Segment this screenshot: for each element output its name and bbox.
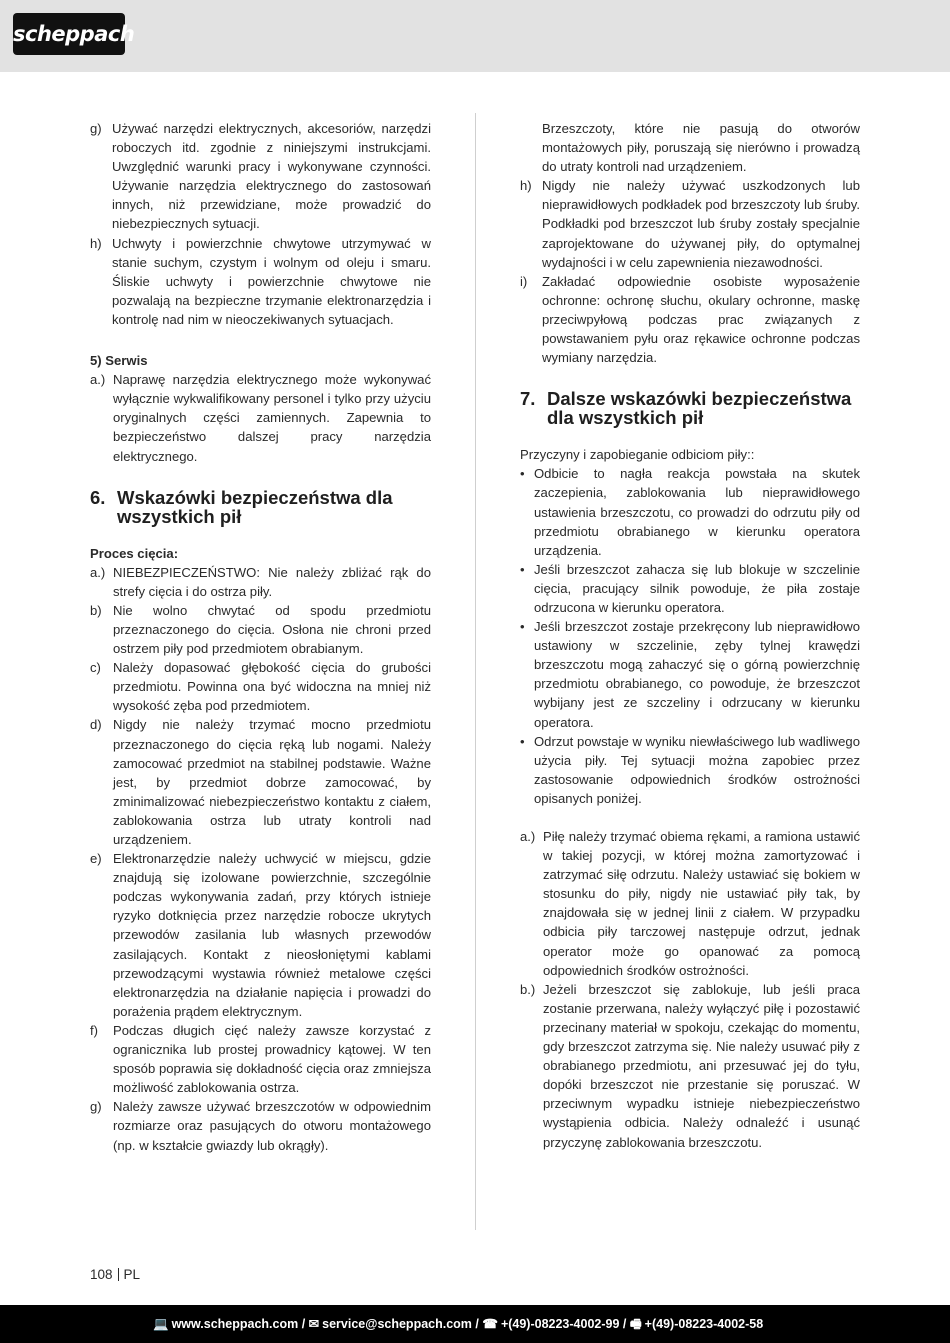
section-number: 7. <box>520 388 536 410</box>
contact-footer <box>0 1305 950 1343</box>
item-marker: h) <box>90 235 102 251</box>
list-item-g <box>90 119 431 234</box>
item-text: Używać narzędzi elektrycznych, akcesoriów, narzędzi roboczych itd. zgodnie z niniejszymi instrukcjami. Uwzględnić warunki pracy i wykonywane czynności. Używanie narzędzia elektrycznego do zastosowań innych, niż przewidziane, może prowadzić do niebezpiecznych sytuacji. <box>112 121 431 232</box>
item-text: Uchwyty i powierzchnie chwytowe utrzymywać w stanie suchym, czystym i wolnym od oleju i smaru. Śliskie uchwyty i powierzchnie chwytowe nie pozwalają na bezpieczne trzymanie elektronarzędzia i kontrolę nad nim w nieoczekiwanych sytuacjach. <box>112 235 431 327</box>
section-title: Dalsze wskazówki bezpieczeństwa dla wszystkich pił <box>547 388 852 429</box>
fax-icon: 🖷 <box>629 1317 642 1331</box>
item-text: Nigdy nie należy trzymać mocno przedmiotu przeznaczonego do cięcia ręką lub nogami. Należy zamocować przedmiot na stabilnej podstawie. Ważne jest, by przedmiot dobrze zamocować, by zminimalizować niebezpieczeństwo kontaktu z ciałem, zablokowania ostrza lub utraty kontroli nad urządzeniem. <box>113 717 431 847</box>
right-column <box>520 119 860 1152</box>
bullet-text: Jeśli brzeszczot zostaje przekręcony lub nieprawidłowo ustawiony w szczelinie, zęby tylnej krawędzi brzeszczotu mogą zahaczyć się o górną powierzchnię przedmiotu obrabianego, co powoduje, że brzeszczot wybijany jest ze szczeliny i odrzucany w kierunku operatora. <box>534 619 860 730</box>
bullet-marker: • <box>520 733 525 749</box>
list-item <box>90 1021 431 1097</box>
website-link[interactable]: www.scheppach.com / <box>171 1317 306 1331</box>
bullet-text: Odbicie to nagła reakcja powstała na skutek zaczepienia, zablokowania lub nieprawidłowego ustawienia brzeszczotu, co prowadzi do odrzutu piły od przedmiotu obrabianego w kierunku operatora urządzenia. <box>534 466 860 558</box>
bullet-marker: • <box>520 561 525 577</box>
item-text: Podczas długich cięć należy zawsze korzystać z ogranicznika lub prostej prowadnicy kątowej. W ten sposób poprawia się dokładność cięcia oraz zmniejsza możliwość zablokowania ostrza. <box>113 1022 431 1096</box>
item-marker: c) <box>90 660 101 676</box>
scheppach-logo: scheppach <box>13 13 125 55</box>
item-text: NIEBEZPIECZEŃSTWO: Nie należy zbliżać rąk do strefy cięcia i do ostrza piły. <box>113 564 431 599</box>
phone-icon: ☎ <box>482 1317 498 1331</box>
list-item-serwis-a <box>90 370 431 465</box>
list-item <box>90 715 431 849</box>
item-text: Elektronarzędzie należy uchwycić w miejscu, gdzie znajdują się izolowane powierzchnie, szczególnie podczas wykonywania zadań, przy których istnieje ryzyko dotknięcia przez narzędzie robocze ukrytych przewodów zasilania lub własnych przewodów zasilających. Kontakt z nieosłoniętymi kablami przewodzącymi wystawia również metalowe części elektronarzędzia na działanie napięcia i prowadzi do porażenia prądem elektrycznym. <box>113 851 431 1019</box>
item-marker: g) <box>90 121 102 136</box>
separator <box>118 1268 119 1281</box>
section-6-heading <box>90 488 431 526</box>
left-column <box>90 119 431 1155</box>
section-7-heading <box>520 389 860 427</box>
item-marker: i) <box>520 273 528 289</box>
list-item <box>520 827 860 980</box>
continued-text: Brzeszczoty, które nie pasują do otworów montażowych piły, poruszają się nierówno i prowadzą do utraty kontroli nad urządzeniem. <box>542 121 860 175</box>
phone-number: +(49)-08223-4002-99 / <box>500 1317 627 1331</box>
item-text: Nigdy nie należy używać uszkodzonych lub nieprawidłowych podkładek pod brzeszczoty lub śruby. Podkładki pod brzeszczot lub śruby zostały specjalnie zaprojektowane do używanej piły, do optymalnej wydajności i w celu zapewnienia niezawodności. <box>542 178 860 270</box>
item-text: Piłę należy trzymać obiema rękami, a ramiona ustawić w takiej pozycji, w której można zamortyzować i zatrzymać siłę odrzutu. Należy ustawiać się bokiem w stosunku do piły, nigdy nie ustawiać piły tak, by znajdowała się w jednej linii z ciałem. W przypadku odbicia piły tarczowej następuje odrzut, jednak operator może go opanować za pomocą odpowiednich środków ostrożności. <box>543 829 860 978</box>
language-code: PL <box>123 1267 141 1282</box>
item-marker: e) <box>90 851 102 867</box>
intro-text: Przyczyny i zapobieganie odbiciom piły:: <box>520 447 755 463</box>
bullet-item <box>520 732 860 808</box>
list-item <box>90 849 431 1021</box>
item-text: Naprawę narzędzia elektrycznego może wykonywać wyłącznie wykwalifikowany personel i tylko przy użyciu oryginalnych części zamiennych. Zapewnia to bezpieczeństwo dalszej pracy narzędzia elektrycznego. <box>113 372 431 464</box>
bullet-text: Jeśli brzeszczot zahacza się lub blokuje w szczelinie cięcia, pracujący silnik powoduje, że piła zostaje odrzucona w kierunku operatora. <box>534 561 860 615</box>
list-item-h <box>90 234 431 329</box>
item-marker: a.) <box>90 372 106 388</box>
section-title: Wskazówki bezpieczeństwa dla wszystkich pił <box>117 486 393 527</box>
page-header <box>0 0 950 72</box>
bullet-marker: • <box>520 619 525 635</box>
bullet-item <box>520 560 860 617</box>
item-marker: g) <box>90 1099 102 1115</box>
section-number: 6. <box>90 486 106 508</box>
list-item <box>90 563 431 601</box>
list-item <box>520 176 860 271</box>
bullet-text: Odrzut powstaje w wyniku niewłaściwego lub wadliwego użycia piły. Tej sytuacji można zapobiec przez zastosowanie odpowiednich środków ostrożności opisanych poniżej. <box>534 733 860 806</box>
item-marker: h) <box>520 178 532 194</box>
item-text: Jeżeli brzeszczot się zablokuje, lub jeśli praca zostanie przerwana, należy wyłączyć piłę i pozostawić przecinany materiał w spokoju, czekając do momentu, gdy brzeszczot zatrzyma się. Nie należy usuwać piły z obrabianego przedmiotu, ani przesuwać jej do tyłu, dopóki brzeszczot nie przestanie się poruszać. W przeciwnym wypadku istnieje niebezpieczeństwo wystąpienia odbicia. Należy odnaleźć i usunąć przyczynę zablokowania brzeszczotu. <box>543 981 860 1150</box>
list-item <box>520 272 860 367</box>
computer-icon: 💻 <box>153 1317 169 1331</box>
proces-heading: Proces cięcia: <box>90 545 179 561</box>
list-item <box>520 980 860 1152</box>
item-marker: d) <box>90 717 102 733</box>
mail-icon: ✉ <box>308 1317 320 1331</box>
item-text: Należy dopasować głębokość cięcia do grubości przedmiotu. Powinna ona być widoczna na mniej niż wysokość zęba pod przedmiotem. <box>113 660 431 714</box>
item-text: Należy zawsze używać brzeszczotów w odpowiednim rozmiarze oraz pasujących do otworu montażowego (np. w kształcie gwiazdy lub okrągły). <box>113 1099 431 1153</box>
list-item <box>90 658 431 715</box>
item-text: Zakładać odpowiednie osobiste wyposażenie ochronne: ochronę słuchu, okulary ochronne, maskę przeciwpyłową podczas prac związanych z powstawaniem pyłu oraz rękawice ochronne podczas wymiany narzędzia. <box>542 273 860 366</box>
item-marker: b) <box>90 602 102 618</box>
bullet-marker: • <box>520 466 525 482</box>
bullet-item <box>520 464 860 559</box>
page-number: 108 <box>90 1267 113 1282</box>
item-marker: b.) <box>520 981 536 997</box>
list-item <box>90 601 431 658</box>
page-number-footer <box>90 1267 140 1282</box>
item-marker: f) <box>90 1022 98 1038</box>
item-marker: a.) <box>520 829 536 844</box>
column-divider <box>475 113 476 1230</box>
item-marker: a.) <box>90 564 106 580</box>
fax-number: +(49)-08223-4002-58 <box>644 1317 764 1331</box>
item-text: Nie wolno chwytać od spodu przedmiotu przeznaczonego do cięcia. Osłona nie chroni przed ostrzem piły pod przedmiotem obrabianym. <box>113 602 431 657</box>
list-item <box>90 1097 431 1154</box>
serwis-heading: 5) Serwis <box>90 353 148 369</box>
email-link[interactable]: service@scheppach.com / <box>322 1317 479 1331</box>
bullet-item <box>520 617 860 732</box>
